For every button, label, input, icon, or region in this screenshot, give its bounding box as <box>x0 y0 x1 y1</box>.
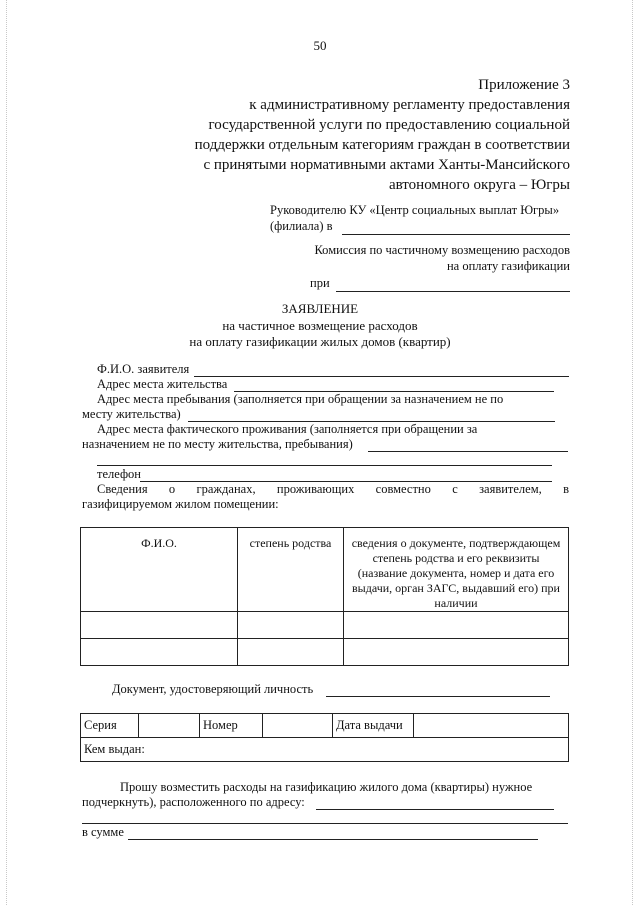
intro-word: в <box>563 482 569 496</box>
header-fio: Ф.И.О. <box>141 536 177 550</box>
address-stay-label-cont: месту жительства) <box>82 407 181 421</box>
series-value-cell[interactable] <box>139 714 200 738</box>
header-relation: степень родства <box>249 536 332 550</box>
address-actual-input-line[interactable] <box>368 451 568 452</box>
header-cell-relation <box>238 528 344 612</box>
commission-blank[interactable] <box>336 291 570 292</box>
addressee-line2: (филиала) в <box>270 219 333 233</box>
addressee-line1: Руководителю КУ «Центр социальных выплат Югры» <box>270 203 560 217</box>
document-title: ЗАЯВЛЕНИЕ <box>281 301 359 316</box>
document-subtitle: на частичное возмещение расходов <box>222 318 418 333</box>
issued-by-cell[interactable] <box>81 738 569 762</box>
identity-label: Документ, удостоверяющий личность <box>112 682 314 696</box>
table-cell[interactable] <box>81 639 238 666</box>
intro-word: проживающих <box>276 482 355 496</box>
address-actual-label-cont: назначением не по месту жительства, пребывания) <box>82 437 353 451</box>
commission-line2: на оплату газификации <box>446 259 570 273</box>
table-cell[interactable] <box>344 639 569 666</box>
intro-word: о <box>168 482 176 496</box>
table-header-row <box>81 528 569 612</box>
header-cell-fio <box>81 528 238 612</box>
appendix-line: государственной услуги по предоставлению социальной <box>208 117 570 133</box>
identity-table <box>80 713 569 762</box>
number-label-cell <box>200 714 263 738</box>
table-cell[interactable] <box>238 612 344 639</box>
intro-word: гражданах, <box>196 482 256 496</box>
issue-date-value-cell[interactable] <box>414 714 569 738</box>
appendix-line: автономного округа – Югры <box>388 177 570 193</box>
cohabitants-table <box>80 527 569 666</box>
intro-word: совместно <box>375 482 431 496</box>
table-cell[interactable] <box>238 639 344 666</box>
table-cell[interactable] <box>344 612 569 639</box>
address-stay-label: Адрес места пребывания (заполняется при обращении за назначением не по <box>97 392 504 406</box>
request-line2: подчеркнуть), расположенного по адресу: <box>82 795 305 809</box>
request-line1: Прошу возместить расходы на газификацию жилого дома (квартиры) нужное <box>120 780 533 794</box>
issue-date-label-cell <box>333 714 414 738</box>
header-document: сведения о документе, подтверждающем степень родства и его реквизиты (название документа, номер и дата его выдачи, орган ЗАГС, выдавший его) при наличии <box>351 536 561 610</box>
phone-label: телефон <box>97 467 141 481</box>
cohabitants-intro-cont: газифицируемом жилом помещении: <box>82 497 279 511</box>
table-cell[interactable] <box>81 612 238 639</box>
left-page-edge <box>6 0 7 905</box>
identity-row <box>81 714 569 738</box>
intro-word: с <box>452 482 458 496</box>
request-extra-line[interactable] <box>82 823 568 824</box>
table-row <box>81 612 569 639</box>
appendix-line: с принятыми нормативными актами Ханты-Мансийского <box>203 157 570 173</box>
issued-by-label: Кем выдан: <box>84 742 145 756</box>
identity-input-line[interactable] <box>326 696 550 697</box>
series-label-cell <box>81 714 139 738</box>
number-value-cell[interactable] <box>263 714 333 738</box>
address-residence-label: Адрес места жительства <box>97 377 228 391</box>
appendix-line: поддержки отдельным категориям граждан в соответствии <box>194 137 570 153</box>
right-page-edge <box>632 0 633 905</box>
request-address-input-line[interactable] <box>316 809 554 810</box>
fio-label: Ф.И.О. заявителя <box>97 362 190 376</box>
appendix-line: к административному регламенту предоставления <box>249 97 570 113</box>
document-subtitle: на оплату газификации жилых домов (квартир) <box>189 334 451 349</box>
amount-input-line[interactable] <box>128 839 538 840</box>
appendix-title: Приложение 3 <box>478 77 570 93</box>
intro-word: Сведения <box>97 482 148 496</box>
page-number: 50 <box>313 38 327 53</box>
address-actual-label: Адрес места фактического проживания (заполняется при обращении за <box>97 422 478 436</box>
amount-label: в сумме <box>82 825 124 839</box>
number-label: Номер <box>203 718 238 732</box>
intro-word: заявителем, <box>479 482 542 496</box>
commission-line1: Комиссия по частичному возмещению расходов <box>314 243 570 257</box>
table-row <box>81 639 569 666</box>
header-cell-document <box>344 528 569 612</box>
extra-address-line[interactable] <box>97 465 552 466</box>
issue-date-label: Дата выдачи <box>336 718 403 732</box>
series-label: Серия <box>84 718 117 732</box>
commission-line3: при <box>310 276 330 290</box>
cohabitants-intro <box>97 482 569 497</box>
identity-row <box>81 738 569 762</box>
addressee-blank[interactable] <box>342 234 570 235</box>
fio-input-line[interactable] <box>194 376 569 377</box>
